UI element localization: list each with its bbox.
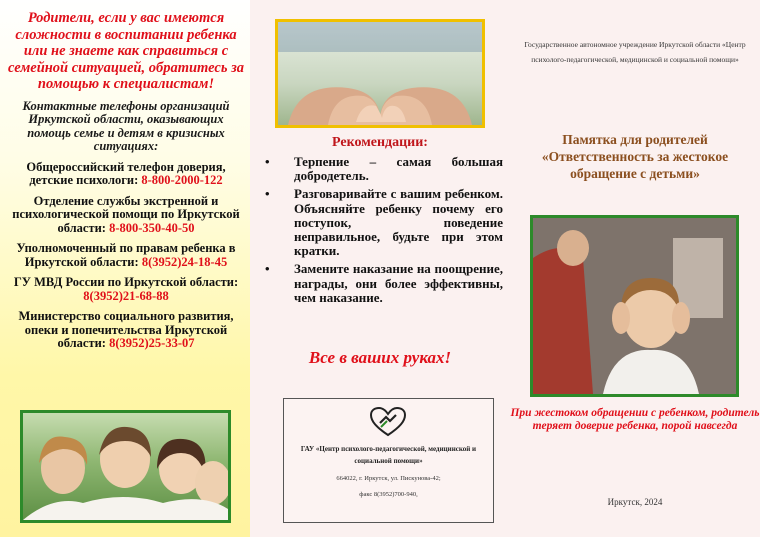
city-year: Иркутск, 2024 bbox=[607, 497, 663, 507]
contact-item bbox=[8, 310, 244, 351]
contact-name: Уполномоченный по правам ребенка в Иркутской области: bbox=[16, 241, 236, 269]
org-fax: факс 8(3952)700-940, bbox=[359, 491, 418, 498]
recommendation-text: Разговаривайте с вашим ребенком. Объясняйте ребенку почему его поступок, поведение неправильное, будьте при этом кратки. bbox=[294, 186, 503, 259]
contact-name: Общероссийский телефон доверия, детские психологи: bbox=[26, 159, 226, 187]
left-panel bbox=[0, 0, 250, 537]
contact-item bbox=[8, 195, 244, 236]
org-name: ГАУ «Центр психолого-педагогической, медицинской и социальной помощи» bbox=[300, 445, 477, 465]
hands-photo bbox=[275, 19, 485, 128]
contact-phone: 8(3952)24-18-45 bbox=[141, 254, 228, 269]
boy-photo bbox=[530, 215, 739, 397]
org-address: 664022, г. Иркутск, ул. Пискунова-42; bbox=[336, 475, 441, 482]
family-photo bbox=[20, 410, 231, 523]
recommendations-title: Рекомендации: bbox=[332, 135, 428, 150]
contact-name: Министерство социального развития, опеки и попечительства Иркутской области: bbox=[18, 309, 234, 350]
recommendation-text: Замените наказание на поощрение, награды, они более эффективны, чем наказание. bbox=[294, 261, 503, 305]
middle-panel bbox=[250, 0, 510, 537]
recommendation-text: Терпение – самая большая добродетель. bbox=[294, 154, 503, 184]
heart-hands-logo-icon bbox=[370, 407, 406, 437]
memo-title: Памятка для родителей «Ответственность за жестокое обращение с детьми» bbox=[541, 132, 729, 181]
contacts-heading: Контактные телефоны организаций Иркутской области, оказывающих помощь семье и детям в кризисных ситуациях: bbox=[22, 98, 230, 153]
institution-name: Государственное автономное учреждение Иркутской области «Центр психолого-педагогической, медицинской и социальной помощи» bbox=[524, 40, 746, 64]
bullet: • bbox=[265, 261, 270, 277]
contact-name: Отделение службы экстренной и психологической помощи по Иркутской области: bbox=[12, 193, 240, 235]
contact-item bbox=[8, 242, 244, 269]
right-panel bbox=[510, 0, 760, 537]
contact-name: ГУ МВД России по Иркутской области: bbox=[13, 275, 239, 289]
contact-phone: 8(3952)21-68-88 bbox=[83, 288, 169, 303]
recommendations-list bbox=[261, 155, 503, 309]
contact-phone: 8(3952)25-33-07 bbox=[109, 336, 195, 350]
org-info-box bbox=[283, 398, 494, 523]
bullet: • bbox=[265, 186, 270, 202]
slogan: Все в ваших руках! bbox=[308, 348, 452, 367]
contact-item bbox=[8, 161, 244, 188]
contact-phone: 8-800-350-40-50 bbox=[109, 220, 195, 235]
list-item bbox=[261, 262, 503, 305]
photo-caption: При жестоком обращении с ребенком, родитель теряет доверие ребенка, порой навсегда bbox=[510, 407, 760, 432]
intro-text: Родители, если у вас имеются сложности в воспитании ребенка или не знаете как справиться с семейной ситуацией, обратитесь за помощью к специалистам! bbox=[8, 10, 244, 92]
list-item bbox=[261, 187, 503, 258]
contact-phone: 8-800-2000-122 bbox=[141, 173, 223, 187]
bullet: • bbox=[265, 154, 270, 169]
list-item bbox=[261, 155, 503, 183]
contact-item bbox=[8, 276, 244, 303]
